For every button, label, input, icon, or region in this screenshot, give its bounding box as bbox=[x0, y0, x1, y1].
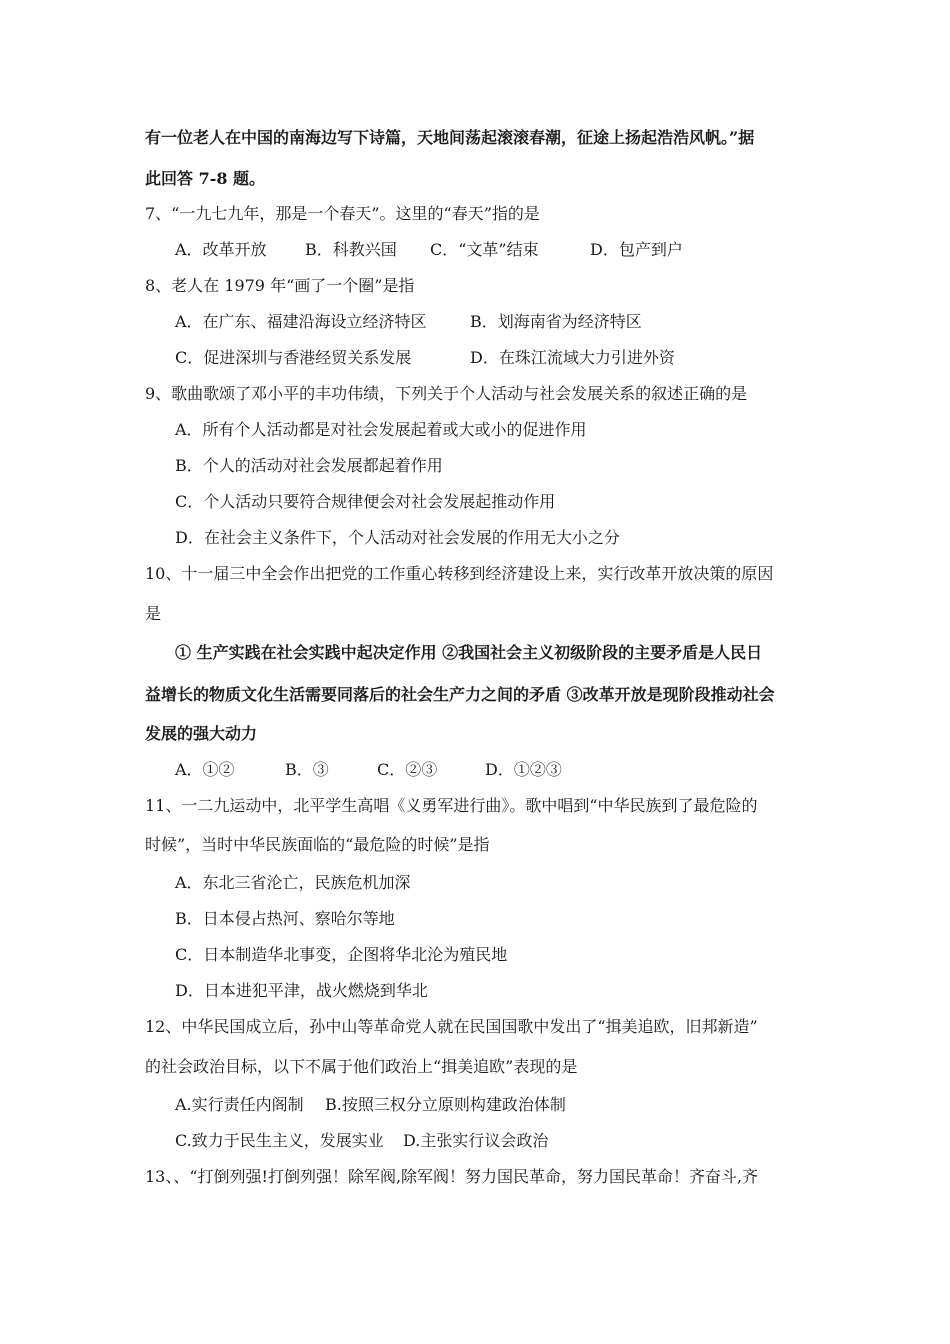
question-11-option-d: D．日本进犯平津，战火燃烧到华北 bbox=[175, 981, 428, 1000]
intro-line-2: 此回答 7-8 题。 bbox=[145, 169, 266, 188]
question-7-option-b: B．科教兴国 bbox=[305, 240, 397, 259]
question-12-option-d: D.主张实行议会政治 bbox=[403, 1131, 549, 1150]
question-12-options-row-2 bbox=[175, 1130, 548, 1152]
question-7-option-c: C．“文革”结束 bbox=[430, 240, 539, 259]
question-11-option-a: A．东北三省沦亡，民族危机加深 bbox=[175, 873, 411, 892]
question-10-option-a: A．①② bbox=[175, 760, 235, 779]
question-7-option-d: D．包产到户 bbox=[590, 240, 683, 259]
question-10-option-b: B．③ bbox=[285, 760, 329, 779]
question-7-option-a: A．改革开放 bbox=[175, 240, 267, 259]
question-10-stem-line-1: 10、十一届三中全会作出把党的工作重心转移到经济建设上来，实行改革开放决策的原因 bbox=[145, 564, 774, 583]
question-8-option-c: C．促进深圳与香港经贸关系发展 bbox=[175, 348, 412, 367]
question-10-statement-line-2: 益增长的物质文化生活需要同落后的社会生产力之间的矛盾 ③改革开放是现阶段推动社会 bbox=[145, 685, 775, 704]
question-10-option-c: C．②③ bbox=[377, 760, 438, 779]
question-8-option-b: B．划海南省为经济特区 bbox=[470, 312, 642, 331]
question-10-options bbox=[175, 759, 562, 781]
question-10-option-d: D．①②③ bbox=[485, 760, 562, 779]
question-10-stem-line-2: 是 bbox=[145, 604, 162, 623]
question-11-stem-line-2: 时候”，当时中华民族面临的“最危险的时候”是指 bbox=[145, 835, 490, 854]
intro-line-1: 有一位老人在中国的南海边写下诗篇，天地间荡起滚滚春潮，征途上扬起浩浩风帆。”据 bbox=[145, 128, 755, 147]
question-12-option-b: B.按照三权分立原则构建政治体制 bbox=[325, 1095, 566, 1114]
question-12-options-row-1 bbox=[175, 1094, 566, 1116]
question-10-statement-line-3: 发展的强大动力 bbox=[145, 724, 258, 743]
question-8-options-row-2 bbox=[175, 347, 675, 369]
question-9-option-c: C．个人活动只要符合规律便会对社会发展起推动作用 bbox=[175, 492, 556, 511]
question-11-stem-line-1: 11、一二九运动中，北平学生高唱《义勇军进行曲》。歌中唱到“中华民族到了最危险的 bbox=[145, 796, 758, 815]
question-12-option-a: A.实行责任内阁制 bbox=[175, 1095, 304, 1114]
question-8-option-a: A．在广东、福建沿海设立经济特区 bbox=[175, 312, 427, 331]
question-11-option-b: B．日本侵占热河、察哈尔等地 bbox=[175, 909, 395, 928]
question-8-options-row-1 bbox=[175, 311, 642, 333]
question-13-stem: 13、、“打倒列强!打倒列强！除军阀,除军阀！努力国民革命，努力国民革命！齐奋斗,齐 bbox=[145, 1167, 759, 1186]
question-7-options bbox=[175, 239, 683, 261]
question-12-stem-line-1: 12、中华民国成立后，孙中山等革命党人就在民国国歌中发出了“揖美追欧，旧邦新造” bbox=[145, 1017, 758, 1036]
question-9-option-b: B．个人的活动对社会发展都起着作用 bbox=[175, 456, 443, 475]
question-10-statement-line-1: ① 生产实践在社会实践中起决定作用 ②我国社会主义初级阶段的主要矛盾是人民日 bbox=[175, 643, 763, 662]
question-12-stem-line-2: 的社会政治目标，以下不属于他们政治上“揖美追欧”表现的是 bbox=[145, 1057, 578, 1076]
question-9-option-a: A．所有个人活动都是对社会发展起着或大或小的促进作用 bbox=[175, 420, 587, 439]
question-8-option-d: D．在珠江流域大力引进外资 bbox=[470, 348, 675, 367]
question-8-stem: 8、老人在 1979 年“画了一个圈”是指 bbox=[145, 276, 415, 295]
question-9-stem: 9、歌曲歌颂了邓小平的丰功伟绩，下列关于个人活动与社会发展关系的叙述正确的是 bbox=[145, 384, 748, 403]
question-9-option-d: D．在社会主义条件下，个人活动对社会发展的作用无大小之分 bbox=[175, 528, 620, 547]
question-12-option-c: C.致力于民生主义，发展实业 bbox=[175, 1131, 384, 1150]
question-7-stem: 7、“一九七九年，那是一个春天”。这里的“春天”指的是 bbox=[145, 204, 540, 223]
question-11-option-c: C．日本制造华北事变，企图将华北沦为殖民地 bbox=[175, 945, 508, 964]
